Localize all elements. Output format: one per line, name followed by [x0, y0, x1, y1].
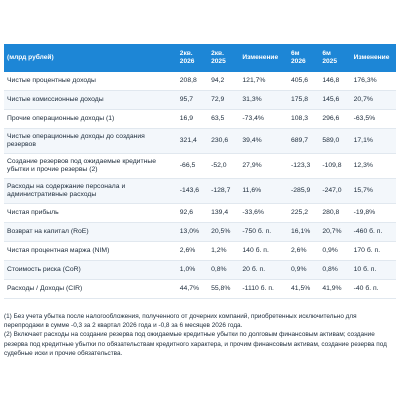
header-row — [4, 44, 396, 72]
row-label: Создание резервов под ожидаемые кредитные убытки и прочие резервы (2) — [4, 154, 177, 179]
row-value: 321,4 — [177, 129, 208, 154]
row-label: Чистая процентная маржа (NIM) — [4, 242, 177, 261]
header-col-1: 2кв. 2026 — [177, 44, 208, 72]
row-value: 208,8 — [177, 72, 208, 91]
table-row — [4, 179, 396, 204]
row-value: -285,9 — [288, 179, 319, 204]
row-value: 2,6% — [288, 242, 319, 261]
table-row — [4, 223, 396, 242]
header-col-3: Изменение — [239, 44, 288, 72]
footnote-1: (1) Без учета убытка после налогообложения, полученного от дочерних компаний, приобретенных исключительно для перепродажи в сумме -0,3 за 2 квартал 2026 года и -0,8 за 6 месяцев 2026 года. — [4, 313, 357, 330]
row-value: 20,5% — [208, 223, 239, 242]
row-value: 39,4% — [239, 129, 288, 154]
row-value: 12,3% — [351, 154, 396, 179]
row-value: 95,7 — [177, 91, 208, 110]
row-value: 0,8% — [319, 261, 350, 280]
row-value: 31,3% — [239, 91, 288, 110]
row-value: 405,6 — [288, 72, 319, 91]
row-value: 94,2 — [208, 72, 239, 91]
table-row — [4, 72, 396, 91]
header-units: (млрд рублей) — [4, 44, 177, 72]
table-row — [4, 110, 396, 129]
table-row — [4, 261, 396, 280]
row-value: -66,5 — [177, 154, 208, 179]
row-label: Прочие операционные доходы (1) — [4, 110, 177, 129]
table-row — [4, 129, 396, 154]
row-value: -247,0 — [319, 179, 350, 204]
row-value: -63,5% — [351, 110, 396, 129]
row-value: 92,6 — [177, 204, 208, 223]
row-value: -40 б. п. — [351, 280, 396, 299]
row-value: 63,5 — [208, 110, 239, 129]
row-label: Возврат на капитал (RoE) — [4, 223, 177, 242]
row-value: 44,7% — [177, 280, 208, 299]
row-value: 170 б. п. — [351, 242, 396, 261]
row-label: Расходы / Доходы (CIR) — [4, 280, 177, 299]
header-col-4: 6м 2026 — [288, 44, 319, 72]
row-value: 72,9 — [208, 91, 239, 110]
row-value: 108,3 — [288, 110, 319, 129]
row-value: 20,7% — [351, 91, 396, 110]
row-value: -750 б. п. — [239, 223, 288, 242]
row-value: -123,3 — [288, 154, 319, 179]
row-value: 689,7 — [288, 129, 319, 154]
row-value: -52,0 — [208, 154, 239, 179]
row-value: 0,8% — [208, 261, 239, 280]
row-value: 15,7% — [351, 179, 396, 204]
row-value: 589,0 — [319, 129, 350, 154]
row-value: 10 б. п. — [351, 261, 396, 280]
row-value: 2,6% — [177, 242, 208, 261]
row-value: 20 б. п. — [239, 261, 288, 280]
row-value: 41,5% — [288, 280, 319, 299]
row-value: 175,8 — [288, 91, 319, 110]
table-body — [4, 72, 396, 299]
table-row — [4, 242, 396, 261]
row-value: -73,4% — [239, 110, 288, 129]
row-label: Чистые комиссионные доходы — [4, 91, 177, 110]
header-col-5: 6м 2025 — [319, 44, 350, 72]
row-value: 17,1% — [351, 129, 396, 154]
row-value: 280,8 — [319, 204, 350, 223]
row-label: Расходы на содержание персонала и административные расходы — [4, 179, 177, 204]
row-value: 27,9% — [239, 154, 288, 179]
row-value: -143,6 — [177, 179, 208, 204]
row-value: 296,6 — [319, 110, 350, 129]
row-label: Стоимость риска (CoR) — [4, 261, 177, 280]
table-row — [4, 154, 396, 179]
table-row — [4, 280, 396, 299]
row-value: 230,6 — [208, 129, 239, 154]
footnotes — [4, 312, 396, 358]
row-value: 1,2% — [208, 242, 239, 261]
row-value: 11,6% — [239, 179, 288, 204]
row-value: 140 б. п. — [239, 242, 288, 261]
header-col-6: Изменение — [351, 44, 396, 72]
financial-results-table — [4, 44, 396, 299]
row-label: Чистая прибыль — [4, 204, 177, 223]
row-value: 225,2 — [288, 204, 319, 223]
row-value: 0,9% — [288, 261, 319, 280]
table-header — [4, 44, 396, 72]
table-row — [4, 204, 396, 223]
row-value: -460 б. п. — [351, 223, 396, 242]
row-value: -128,7 — [208, 179, 239, 204]
row-value: -33,6% — [239, 204, 288, 223]
row-value: -109,8 — [319, 154, 350, 179]
row-value: 13,0% — [177, 223, 208, 242]
row-value: 20,7% — [319, 223, 350, 242]
row-value: 139,4 — [208, 204, 239, 223]
row-value: 55,8% — [208, 280, 239, 299]
row-value: 16,1% — [288, 223, 319, 242]
row-value: 0,9% — [319, 242, 350, 261]
row-value: 16,9 — [177, 110, 208, 129]
row-value: 145,6 — [319, 91, 350, 110]
row-value: -19,8% — [351, 204, 396, 223]
table-row — [4, 91, 396, 110]
row-value: 176,3% — [351, 72, 396, 91]
row-value: 146,8 — [319, 72, 350, 91]
row-value: 121,7% — [239, 72, 288, 91]
row-label: Чистые процентные доходы — [4, 72, 177, 91]
footnote-2: (2) Включает расходы на создание резерва под ожидаемые кредитные убытки по долговым финансовым активам; создание резерва под кредитные убытки по обязательствам кредитного характера, и прочим финансовым активам, создание резерва под судебные иски и прочие обязательства. — [4, 331, 387, 357]
row-label: Чистые операционные доходы до создания резервов — [4, 129, 177, 154]
header-col-2: 2кв. 2025 — [208, 44, 239, 72]
row-value: 1,0% — [177, 261, 208, 280]
row-value: -1110 б. п. — [239, 280, 288, 299]
row-value: 41,9% — [319, 280, 350, 299]
